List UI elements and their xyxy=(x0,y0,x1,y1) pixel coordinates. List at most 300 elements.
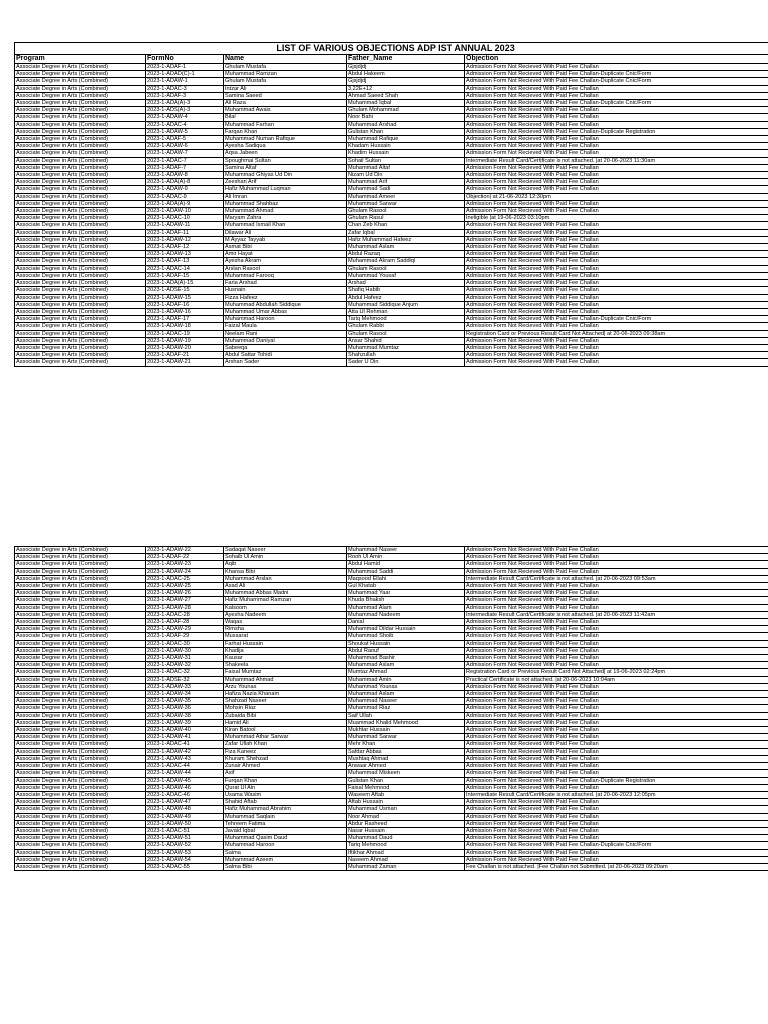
table-row xyxy=(15,71,768,78)
cell-program: Associate Degree in Arts (Combined) xyxy=(15,323,146,330)
cell-objection: Admission Form Not Recieved With Paid Fee Challan xyxy=(465,763,768,770)
cell-name: Zubaida Bibi xyxy=(224,712,347,719)
table-row xyxy=(15,719,768,726)
table-row xyxy=(15,222,768,229)
cell-program: Associate Degree in Arts (Combined) xyxy=(15,121,146,128)
cell-formno: 2023-1-ADAF-28 xyxy=(146,619,224,626)
cell-program: Associate Degree in Arts (Combined) xyxy=(15,568,146,575)
cell-formno: 2023-1-ADAW-18 xyxy=(146,323,224,330)
cell-father-name: Muhammad Nadeem xyxy=(347,611,465,618)
cell-program: Associate Degree in Arts (Combined) xyxy=(15,208,146,215)
cell-father-name: Muhammad Mumtaz xyxy=(347,344,465,351)
cell-name: Usama Wasim xyxy=(224,791,347,798)
cell-formno: 2023-1-ADAW-48 xyxy=(146,806,224,813)
cell-objection: Admission Form Not Recieved With Paid Fee Challan xyxy=(465,258,768,265)
cell-father-name: Iftikhar Ahmad xyxy=(347,849,465,856)
cell-father-name: Anwaar Ahmed xyxy=(347,763,465,770)
cell-name: Saima xyxy=(224,849,347,856)
cell-objection: Admission Form Not Recieved With Paid Fee Challan xyxy=(465,547,768,554)
cell-objection: Practical Certificate is not attached. |at 20-06-2023 10:04am xyxy=(465,676,768,683)
table-row xyxy=(15,835,768,842)
cell-program: Associate Degree in Arts (Combined) xyxy=(15,691,146,698)
cell-program: Associate Degree in Arts (Combined) xyxy=(15,344,146,351)
cell-name: Kausar xyxy=(224,655,347,662)
cell-program: Associate Degree in Arts (Combined) xyxy=(15,755,146,762)
objections-table-1 xyxy=(14,42,768,367)
cell-father-name: Shoukat Hussain xyxy=(347,640,465,647)
cell-father-name: Abdul Razaq xyxy=(347,251,465,258)
table-row xyxy=(15,611,768,618)
cell-objection: Admission Form Not Recieved With Paid Fee Challan xyxy=(465,619,768,626)
cell-program: Associate Degree in Arts (Combined) xyxy=(15,597,146,604)
cell-objection: Admission Form Not Recieved With Paid Fee Challan xyxy=(465,561,768,568)
cell-father-name: Muhammad Daud xyxy=(347,835,465,842)
cell-objection: Admission Form Not Recieved With Paid Fee Challan xyxy=(465,604,768,611)
cell-objection: Admission Form Not Recieved With Paid Fee Challan xyxy=(465,755,768,762)
table-row xyxy=(15,683,768,690)
table-row xyxy=(15,791,768,798)
cell-father-name: Muhammad Bashir xyxy=(347,655,465,662)
table-row xyxy=(15,633,768,640)
table-row xyxy=(15,85,768,92)
cell-program: Associate Degree in Arts (Combined) xyxy=(15,849,146,856)
cell-father-name: Gjsjdjdj xyxy=(347,78,465,85)
cell-program: Associate Degree in Arts (Combined) xyxy=(15,92,146,99)
cell-objection: Admission Form Not Recieved With Paid Fee Challan xyxy=(465,344,768,351)
cell-name: Muhammad Arslan xyxy=(224,575,347,582)
cell-program: Associate Degree in Arts (Combined) xyxy=(15,748,146,755)
cell-father-name: Muhammad Aslam xyxy=(347,244,465,251)
cell-father-name: Muhammad Dildar Hussain xyxy=(347,626,465,633)
cell-formno: 2023-1-ADAW-44 xyxy=(146,770,224,777)
cell-formno: 2023-1-ADSE-32 xyxy=(146,676,224,683)
cell-name: Fizza Hafeez xyxy=(224,294,347,301)
cell-objection: Admission Form Not Recieved With Paid Fee Challan xyxy=(465,222,768,229)
cell-formno: 2023-1-ADAF-16 xyxy=(146,301,224,308)
cell-name: Faizal Maula xyxy=(224,323,347,330)
cell-name: Mussarat xyxy=(224,633,347,640)
cell-name: Muhammad Azeem xyxy=(224,856,347,863)
cell-name: Husnain xyxy=(224,287,347,294)
table-row xyxy=(15,258,768,265)
cell-objection: Admission Form Not Recieved With Paid Fee Challan xyxy=(465,244,768,251)
cell-father-name: Ghulam Rasool xyxy=(347,265,465,272)
cell-father-name: Hafiz Muhammad Hafeez xyxy=(347,236,465,243)
table-row xyxy=(15,344,768,351)
table-row xyxy=(15,143,768,150)
table-row xyxy=(15,820,768,827)
cell-objection: Admission Form Not Recieved With Paid Fee Challan xyxy=(465,150,768,157)
table-row xyxy=(15,806,768,813)
table-row xyxy=(15,842,768,849)
cell-formno: 2023-1-ADAF-21 xyxy=(146,352,224,359)
cell-program: Associate Degree in Arts (Combined) xyxy=(15,136,146,143)
cell-objection: Admission Form Not Recieved With Paid Fee Challan xyxy=(465,698,768,705)
document-title: LIST OF VARIOUS OBJECTIONS ADP IST ANNUAL 2023 xyxy=(15,43,768,55)
cell-objection: Admission Form Not Recieved With Paid Fee Challan xyxy=(465,352,768,359)
cell-formno: 2023-1-ADAW-45 xyxy=(146,777,224,784)
cell-father-name: Noor Bahi xyxy=(347,114,465,121)
cell-objection: Admission Form Not Recieved With Paid Fee Challan xyxy=(465,719,768,726)
cell-formno: 2023-1-ADAW-6 xyxy=(146,143,224,150)
cell-name: Khuram Shehzad xyxy=(224,755,347,762)
table-row xyxy=(15,705,768,712)
cell-formno: 2023-1-ADAW-50 xyxy=(146,820,224,827)
cell-name: Spoughmai Sultan xyxy=(224,157,347,164)
table-row xyxy=(15,172,768,179)
cell-objection: Admission Form Not Recieved With Paid Fee Challan xyxy=(465,308,768,315)
cell-father-name: Sohail Sultan xyxy=(347,157,465,164)
cell-program: Associate Degree in Arts (Combined) xyxy=(15,164,146,171)
cell-objection: Admission Form Not Recieved With Paid Fee Challan xyxy=(465,121,768,128)
table-row xyxy=(15,849,768,856)
cell-formno: 2023-1-ADAW-29 xyxy=(146,626,224,633)
cell-father-name: Ghulam Rasool xyxy=(347,330,465,337)
cell-program: Associate Degree in Arts (Combined) xyxy=(15,583,146,590)
cell-formno: 2023-1-ADAC-30 xyxy=(146,640,224,647)
cell-father-name: Mushtaq Ahmad xyxy=(347,755,465,762)
cell-father-name: Muhammad Miskeen xyxy=(347,770,465,777)
cell-formno: 2023-1-ADAW-21 xyxy=(146,359,224,366)
cell-objection: Admission Form Not Recieved With Paid Fee Challan xyxy=(465,827,768,834)
cell-objection: Admission Form Not Recieved With Paid Fee Challan xyxy=(465,806,768,813)
cell-father-name: Faisal Mehmood xyxy=(347,784,465,791)
cell-father-name: Muhammad Akram Saddiqi xyxy=(347,258,465,265)
table-row xyxy=(15,78,768,85)
cell-father-name: Sader U Din xyxy=(347,359,465,366)
cell-name: Hafiza Nazia Khanam xyxy=(224,691,347,698)
cell-objection: Admission Form Not Recieved With Paid Fee Challan-Duplicate Cnic/Form xyxy=(465,100,768,107)
cell-objection: Admission Form Not Recieved With Paid Fee Challan xyxy=(465,294,768,301)
table-row xyxy=(15,763,768,770)
table-row xyxy=(15,554,768,561)
cell-objection: Admission Form Not Recieved With Paid Fee Challan xyxy=(465,683,768,690)
cell-name: Aqsa Jabeen xyxy=(224,150,347,157)
header-program: Program xyxy=(15,55,146,64)
cell-father-name: Muhammad Naseer xyxy=(347,547,465,554)
header-row xyxy=(15,55,768,64)
cell-father-name: Gulistan Khan xyxy=(347,777,465,784)
cell-program: Associate Degree in Arts (Combined) xyxy=(15,287,146,294)
cell-name: Muhammad Athar Sarwar xyxy=(224,734,347,741)
cell-program: Associate Degree in Arts (Combined) xyxy=(15,222,146,229)
cell-name: Muhammad Farooq xyxy=(224,272,347,279)
cell-program: Associate Degree in Arts (Combined) xyxy=(15,763,146,770)
cell-objection: Admission Form Not Recieved With Paid Fee Challan xyxy=(465,229,768,236)
cell-name: Muhammad Qasim Daud xyxy=(224,835,347,842)
cell-father-name: Muhammad Zaman xyxy=(347,863,465,870)
cell-name: Zeeshan Arif xyxy=(224,179,347,186)
cell-formno: 2023-1-ADAW-25 xyxy=(146,583,224,590)
cell-father-name: Maqsood Ellahi xyxy=(347,575,465,582)
cell-program: Associate Degree in Arts (Combined) xyxy=(15,294,146,301)
cell-formno: 2023-1-ADAW-22 xyxy=(146,547,224,554)
table-row xyxy=(15,164,768,171)
cell-program: Associate Degree in Arts (Combined) xyxy=(15,71,146,78)
cell-father-name: Zafar Iqbal xyxy=(347,229,465,236)
cell-name: Muhammad Abbas Madni xyxy=(224,590,347,597)
cell-name: Tehreem Fatima xyxy=(224,820,347,827)
cell-program: Associate Degree in Arts (Combined) xyxy=(15,128,146,135)
cell-father-name: Khuda Bhaksh xyxy=(347,597,465,604)
table-row xyxy=(15,669,768,676)
cell-objection: Admission Form Not Recieved With Paid Fee Challan-Duplicate Cnic/Form xyxy=(465,71,768,78)
cell-objection: Intermediate Result Card/Certificate is not attached. |at 20-06-2023 11:30am xyxy=(465,157,768,164)
cell-father-name: Shahzullah xyxy=(347,352,465,359)
cell-objection: Intermediate Result Card/Certificate is not attached. |at 20-06-2023 12:05pm xyxy=(465,791,768,798)
cell-program: Associate Degree in Arts (Combined) xyxy=(15,647,146,654)
cell-name: Muhammad Haroon xyxy=(224,316,347,323)
cell-father-name: 3.22E+12 xyxy=(347,85,465,92)
cell-objection: Admission Form Not Recieved With Paid Fee Challan xyxy=(465,287,768,294)
table-row xyxy=(15,100,768,107)
table-row xyxy=(15,193,768,200)
cell-objection: Admission Form Not Recieved With Paid Fee Challan xyxy=(465,626,768,633)
cell-formno: 2023-1-ADAW-20 xyxy=(146,344,224,351)
table-row xyxy=(15,856,768,863)
cell-objection: Admission Form Not Recieved With Paid Fee Challan xyxy=(465,597,768,604)
cell-objection: Admission Form Not Recieved With Paid Fee Challan-Duplicate Registration xyxy=(465,777,768,784)
cell-program: Associate Degree in Arts (Combined) xyxy=(15,251,146,258)
cell-father-name: Danial xyxy=(347,619,465,626)
table-row xyxy=(15,655,768,662)
table-row xyxy=(15,647,768,654)
table-row xyxy=(15,813,768,820)
cell-formno: 2023-1-ADAW-36 xyxy=(146,705,224,712)
table-row xyxy=(15,784,768,791)
cell-father-name: Ghulam Rasool xyxy=(347,208,465,215)
cell-name: Farhat Hussain xyxy=(224,640,347,647)
cell-program: Associate Degree in Arts (Combined) xyxy=(15,791,146,798)
cell-name: Asmat Bibi xyxy=(224,244,347,251)
cell-program: Associate Degree in Arts (Combined) xyxy=(15,64,146,71)
table-row xyxy=(15,229,768,236)
cell-objection: Admission Form Not Recieved With Paid Fee Challan xyxy=(465,784,768,791)
cell-formno: 2023-1-ADAW-28 xyxy=(146,604,224,611)
cell-name: Intzar Ali xyxy=(224,85,347,92)
cell-name: Arshan Sader xyxy=(224,359,347,366)
cell-name: Shakeela xyxy=(224,662,347,669)
cell-name: Asad Ali xyxy=(224,583,347,590)
table-row xyxy=(15,604,768,611)
cell-father-name: Gul Khatab xyxy=(347,583,465,590)
cell-name: Javaid Iqbal xyxy=(224,827,347,834)
table-row xyxy=(15,337,768,344)
cell-objection: Admission Form Not Recieved With Paid Fee Challan xyxy=(465,136,768,143)
table-row xyxy=(15,301,768,308)
cell-father-name: Muhammad Rafique xyxy=(347,136,465,143)
cell-father-name: Rooh Ul Amin xyxy=(347,554,465,561)
cell-formno: 2023-1-ADAW-26 xyxy=(146,590,224,597)
cell-formno: 2023-1-ADAC-25 xyxy=(146,575,224,582)
table-row xyxy=(15,200,768,207)
cell-formno: 2023-1-ADAW-39 xyxy=(146,719,224,726)
cell-formno: 2023-1-ADAW-51 xyxy=(146,835,224,842)
cell-program: Associate Degree in Arts (Combined) xyxy=(15,842,146,849)
cell-objection: Admission Form Not Recieved With Paid Fee Challan xyxy=(465,691,768,698)
table-row xyxy=(15,330,768,337)
cell-program: Associate Degree in Arts (Combined) xyxy=(15,575,146,582)
cell-program: Associate Degree in Arts (Combined) xyxy=(15,676,146,683)
cell-father-name: Abdul Hakeem xyxy=(347,71,465,78)
cell-formno: 2023-1-ADAC-28 xyxy=(146,611,224,618)
table-row xyxy=(15,619,768,626)
cell-name: Neelam Rani xyxy=(224,330,347,337)
cell-father-name: Muhammad Younas xyxy=(347,683,465,690)
cell-formno: 2023-1-ADAF-29 xyxy=(146,633,224,640)
cell-formno: 2023-1-ADAW-8 xyxy=(146,172,224,179)
cell-father-name: Aftab Hussain xyxy=(347,799,465,806)
cell-father-name: Muhammad Naseer xyxy=(347,698,465,705)
cell-objection: Admission Form Not Recieved With Paid Fee Challan xyxy=(465,799,768,806)
cell-program: Associate Degree in Arts (Combined) xyxy=(15,265,146,272)
cell-formno: 2023-1-ADAF-22 xyxy=(146,554,224,561)
cell-formno: 2023-1-ADAW-54 xyxy=(146,856,224,863)
cell-program: Associate Degree in Arts (Combined) xyxy=(15,863,146,870)
cell-name: Mohsin Riaz xyxy=(224,705,347,712)
cell-father-name: Muhammad Ameer xyxy=(347,193,465,200)
cell-program: Associate Degree in Arts (Combined) xyxy=(15,78,146,85)
table-row xyxy=(15,748,768,755)
cell-program: Associate Degree in Arts (Combined) xyxy=(15,258,146,265)
cell-father-name: Muhammad Yousaf xyxy=(347,272,465,279)
table-row xyxy=(15,287,768,294)
cell-father-name: Muhammad Yaar xyxy=(347,590,465,597)
cell-father-name: Waseem Aftab xyxy=(347,791,465,798)
cell-name: Ali Imran xyxy=(224,193,347,200)
cell-name: Shahzad Naseer xyxy=(224,698,347,705)
cell-name: Arzu Younas xyxy=(224,683,347,690)
cell-program: Associate Degree in Arts (Combined) xyxy=(15,655,146,662)
cell-objection: Admission Form Not Recieved With Paid Fee Challan xyxy=(465,662,768,669)
cell-objection: Admission Form Not Recieved With Paid Fee Challan xyxy=(465,280,768,287)
table-row xyxy=(15,359,768,366)
cell-name: Aqib xyxy=(224,561,347,568)
cell-program: Associate Degree in Arts (Combined) xyxy=(15,662,146,669)
table-row xyxy=(15,691,768,698)
cell-father-name: Ghulam Rasul xyxy=(347,215,465,222)
cell-formno: 2023-1-ADAW-34 xyxy=(146,691,224,698)
cell-name: Muhammad Ismail Khan xyxy=(224,222,347,229)
cell-formno: 2023-1-ADAF-13 xyxy=(146,258,224,265)
cell-program: Associate Degree in Arts (Combined) xyxy=(15,777,146,784)
cell-name: Khansa Bibi xyxy=(224,568,347,575)
cell-father-name: Ansar Shahid xyxy=(347,337,465,344)
cell-name: Amir Hayat xyxy=(224,251,347,258)
cell-father-name: Muhammad Arif xyxy=(347,179,465,186)
cell-objection: Admission Form Not Recieved With Paid Fee Challan xyxy=(465,323,768,330)
cell-formno: 2023-1-ADS(A)-3 xyxy=(146,107,224,114)
cell-father-name: Muhammad Aslam xyxy=(347,691,465,698)
cell-program: Associate Degree in Arts (Combined) xyxy=(15,719,146,726)
cell-program: Associate Degree in Arts (Combined) xyxy=(15,308,146,315)
cell-father-name: Muhammad Sarwar xyxy=(347,200,465,207)
cell-formno: 2023-1-ADAW-24 xyxy=(146,568,224,575)
cell-program: Associate Degree in Arts (Combined) xyxy=(15,272,146,279)
header-objection: Objection xyxy=(465,55,768,64)
cell-name: Sadaqat Naseer xyxy=(224,547,347,554)
cell-father-name: Muhammad Siddique Anjum xyxy=(347,301,465,308)
cell-formno: 2023-1-ADAW-11 xyxy=(146,222,224,229)
cell-objection: Admission Form Not Recieved With Paid Fee Challan-Duplicate Cnic/Form xyxy=(465,78,768,85)
cell-objection: Admission Form Not Recieved With Paid Fee Challan xyxy=(465,92,768,99)
table-row xyxy=(15,251,768,258)
cell-formno: 2023-1-ADAW-32 xyxy=(146,662,224,669)
cell-objection: Admission Form Not Recieved With Paid Fee Challan xyxy=(465,705,768,712)
cell-formno: 2023-1-ADA(A)-15 xyxy=(146,280,224,287)
cell-formno: 2023-1-ADAW-12 xyxy=(146,236,224,243)
cell-objection: Admission Form Not Recieved With Paid Fee Challan xyxy=(465,164,768,171)
cell-objection: Ineligible |at 19-06-2023 03:10pm xyxy=(465,215,768,222)
cell-formno: 2023-1-ADAW-31 xyxy=(146,655,224,662)
cell-formno: 2023-1-ADAF-17 xyxy=(146,316,224,323)
cell-objection: Admission Form Not Recieved With Paid Fee Challan xyxy=(465,359,768,366)
cell-program: Associate Degree in Arts (Combined) xyxy=(15,547,146,554)
cell-name: Muhammad Shahbaz xyxy=(224,200,347,207)
table-row xyxy=(15,777,768,784)
cell-objection: Admission Form Not Recieved With Paid Fee Challan xyxy=(465,712,768,719)
cell-formno: 2023-1-ADAC-4 xyxy=(146,121,224,128)
cell-father-name: Atta Ul Rehman xyxy=(347,308,465,315)
table-row xyxy=(15,568,768,575)
cell-program: Associate Degree in Arts (Combined) xyxy=(15,186,146,193)
cell-formno: 2023-1-ADAW-52 xyxy=(146,842,224,849)
cell-father-name: Saif Ullah xyxy=(347,712,465,719)
cell-father-name: Muhammad Iqbal xyxy=(347,100,465,107)
table-row xyxy=(15,755,768,762)
cell-formno: 2023-1-ADAF-5 xyxy=(146,136,224,143)
cell-formno: 2023-1-ADAC-55 xyxy=(146,863,224,870)
table-row xyxy=(15,179,768,186)
cell-name: Muhammad Umar Abbas xyxy=(224,308,347,315)
cell-name: Dilawar Ali xyxy=(224,229,347,236)
table-row xyxy=(15,215,768,222)
cell-program: Associate Degree in Arts (Combined) xyxy=(15,770,146,777)
cell-father-name: Muhammad Arshad xyxy=(347,121,465,128)
cell-program: Associate Degree in Arts (Combined) xyxy=(15,741,146,748)
cell-father-name: Muhammad Aslam xyxy=(347,662,465,669)
cell-objection: Admission Form Not Recieved With Paid Fee Challan xyxy=(465,64,768,71)
cell-program: Associate Degree in Arts (Combined) xyxy=(15,827,146,834)
cell-father-name: Muhammad Alam xyxy=(347,604,465,611)
objections-table-2 xyxy=(14,546,768,871)
cell-name: Ayesha Nadeem xyxy=(224,611,347,618)
cell-program: Associate Degree in Arts (Combined) xyxy=(15,280,146,287)
cell-name: Rimsha xyxy=(224,626,347,633)
cell-formno: 2023-1-ADAD(C)-1 xyxy=(146,71,224,78)
cell-program: Associate Degree in Arts (Combined) xyxy=(15,619,146,626)
cell-program: Associate Degree in Arts (Combined) xyxy=(15,330,146,337)
cell-formno: 2023-1-ADAC-19 xyxy=(146,330,224,337)
table-row xyxy=(15,150,768,157)
cell-program: Associate Degree in Arts (Combined) xyxy=(15,561,146,568)
cell-program: Associate Degree in Arts (Combined) xyxy=(15,554,146,561)
cell-father-name: Gjsjdjdj xyxy=(347,64,465,71)
cell-formno: 2023-1-ADAW-5 xyxy=(146,128,224,135)
cell-name: Hamid Ali xyxy=(224,719,347,726)
cell-formno: 2023-1-ADAC-41 xyxy=(146,741,224,748)
cell-name: Muhammad Haroon xyxy=(224,842,347,849)
cell-objection: Admission Form Not Recieved With Paid Fee Challan-Duplicate Cnic/Form xyxy=(465,316,768,323)
cell-name: Muhammad Daniyal xyxy=(224,337,347,344)
cell-father-name: Khadim Hussain xyxy=(347,150,465,157)
cell-father-name: Muhammad Shoib xyxy=(347,633,465,640)
table-row xyxy=(15,316,768,323)
cell-formno: 2023-1-ADAW-19 xyxy=(146,337,224,344)
cell-program: Associate Degree in Arts (Combined) xyxy=(15,236,146,243)
cell-objection: Admission Form Not Recieved With Paid Fee Challan xyxy=(465,770,768,777)
cell-name: Khadija xyxy=(224,647,347,654)
